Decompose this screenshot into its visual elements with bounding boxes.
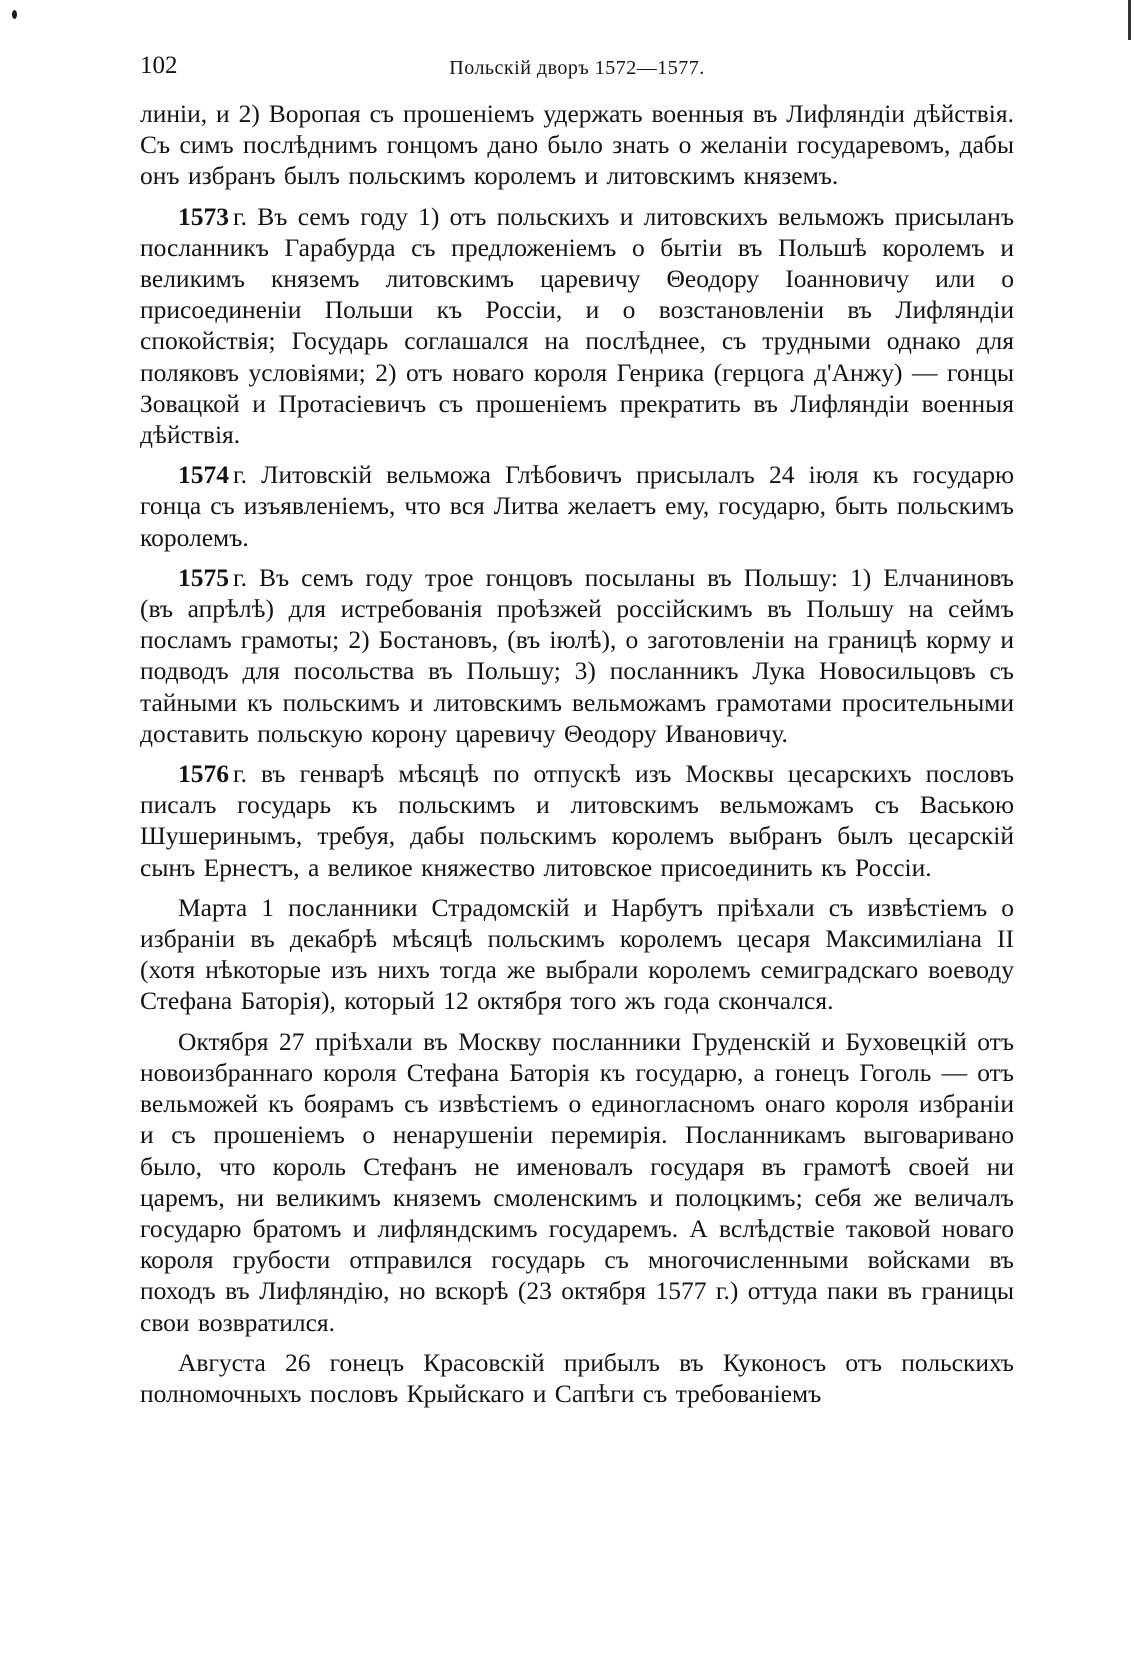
paragraph-continuation bbox=[140, 98, 1014, 192]
paragraph-1574 bbox=[140, 459, 1014, 553]
paragraph-august bbox=[140, 1347, 1014, 1409]
paragraph-october bbox=[140, 1026, 1014, 1338]
paragraph-text: г. въ генварѣ мѣсяцѣ по отпускѣ изъ Москвы цесарскихъ пословъ писалъ государь къ польскимъ и литовскимъ вельможамъ съ Ваською Шушеринымъ, требуя, дабы польскимъ королемъ выбранъ былъ цесарскій сынъ Ернестъ, а великое княжество литовское присоединить къ Россіи. bbox=[140, 759, 1014, 882]
page-header bbox=[140, 52, 1014, 88]
paragraph-1575 bbox=[140, 562, 1014, 749]
scan-speck bbox=[12, 10, 17, 19]
year-heading: 1574 bbox=[178, 460, 229, 490]
paragraph-text: г. Въ семъ году трое гонцовъ посыланы въ Польшу: 1) Елчаниновъ (въ апрѣлѣ) для истребованія проѣзжей россійскимъ въ Польшу на сеймъ посламъ грамоты; 2) Бостановъ, (въ іюлѣ), о заготовленіи на границѣ корму и подводъ для посольства въ Польшу; 3) посланникъ Лука Новосильцовъ съ тайными къ польскимъ и литовскимъ вельможамъ грамотами просительными доставить польскую корону царевичу Θеодору Ивановичу. bbox=[140, 562, 1014, 748]
year-heading: 1575 bbox=[178, 562, 229, 592]
paragraph-text: Августа 26 гонецъ Красовскій прибылъ въ Куконосъ отъ польскихъ полномочныхъ пословъ Крыйскаго и Сапѣги съ требованіемъ bbox=[140, 1347, 1014, 1408]
page-number: 102 bbox=[140, 52, 178, 79]
paragraph-text: Октября 27 пріѣхали въ Москву посланники Груденскій и Буховецкій отъ новоизбраннаго короля Стефана Баторія къ государю, а гонецъ Гоголь — отъ вельможей къ боярамъ съ извѣстіемъ о единогласномъ онаго короля избраніи и съ прошеніемъ о ненарушеніи перемирія. Посланникамъ выговаривано было, что король Стефанъ не именовалъ государя въ грамотѣ своей ни царемъ, ни великимъ княземъ смоленскимъ и полоцкимъ; себя же величалъ государю братомъ и лифляндскимъ государемъ. А вслѣдствіе таковой новаго короля грубости отправился государь съ многочисленными войсками въ походъ въ Лифляндію, но вскорѣ (23 октября 1577 г.) оттуда паки въ границы свои возвратился. bbox=[140, 1026, 1014, 1337]
paragraph-text: г. Литовскій вельможа Глѣбовичъ присылалъ 24 іюля къ государю гонца съ изъявленіемъ, что вся Литва желаетъ ему, государю, быть польскимъ королемъ. bbox=[140, 460, 1014, 552]
paragraph-1573 bbox=[140, 201, 1014, 451]
paragraph-text: г. Въ семъ году 1) отъ польскихъ и литовскихъ вельможъ присыланъ посланникъ Гарабурда съ предложеніемъ о бытіи въ Польшѣ королемъ и великимъ княземъ литовскимъ царевичу Θеодору Іоанновичу или о присоединеніи Польши къ Россіи, и о возстановленіи въ Лифляндіи спокойствія; Государь соглашался на послѣднее, съ трудными однако для поляковъ условіями; 2) отъ новаго короля Генрика (герцога д'Анжу) — гонцы Зовацкой и Протасіевичъ съ прошеніемъ прекратить въ Лифляндіи военныя дѣйствія. bbox=[140, 201, 1014, 450]
paragraph-text: Марта 1 посланники Страдомскій и Нарбутъ пріѣхали съ извѣстіемъ о избраніи въ декабрѣ мѣсяцѣ польскимъ королемъ цесаря Максимиліана II (хотя нѣкоторые изъ нихъ тогда же выбрали королемъ семиградскаго воеводу Стефана Баторія), который 12 октября того жъ года скончался. bbox=[140, 892, 1014, 1016]
body-text bbox=[140, 98, 1014, 1418]
paragraph-1576 bbox=[140, 758, 1014, 883]
year-heading: 1573 bbox=[178, 201, 229, 231]
paragraph-text: линіи, и 2) Воропая съ прошеніемъ удержать военныя въ Лифляндіи дѣйствія. Съ симъ послѣднимъ гонцомъ дано было знать о желаніи государевомъ, дабы онъ избранъ былъ польскимъ королемъ и литовскимъ княземъ. bbox=[140, 99, 1014, 191]
paragraph-march bbox=[140, 892, 1014, 1017]
running-head: Польскій дворъ 1572—1577. bbox=[449, 57, 705, 79]
scan-edge-line bbox=[1128, 0, 1131, 40]
year-heading: 1576 bbox=[178, 759, 229, 789]
